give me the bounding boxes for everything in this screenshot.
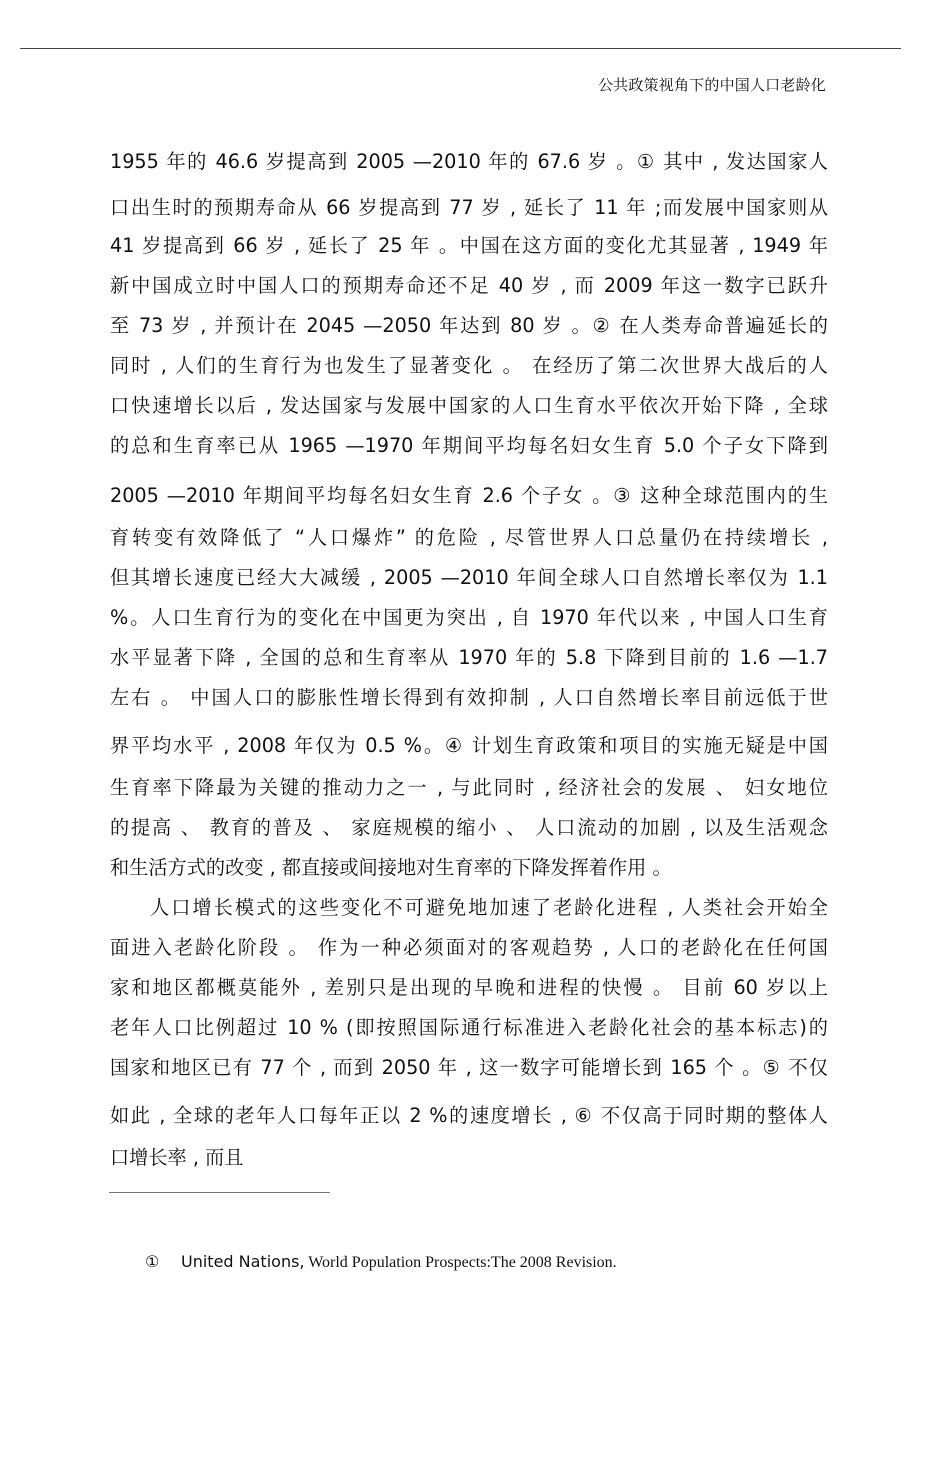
text-line: 育转变有效降低了 “人口爆炸” 的危险 , 尽管世界人口总量仍在持续增长 ,: [110, 526, 828, 549]
text-line: 口出生时的预期寿命从 66 岁提高到 77 岁 , 延长了 11 年 ;而发展中国家则从: [110, 196, 828, 219]
text-line: 的总和生育率已从 1965 —1970 年期间平均每名妇女生育 5.0 个子女下降到: [110, 434, 828, 457]
text-line: 面进入老龄化阶段 。 作为一种必须面对的客观趋势 , 人口的老龄化在任何国: [110, 936, 828, 959]
text-line: 国家和地区已有 77 个 , 而到 2050 年 , 这一数字可能增长到 165 个 。⑤ 不仅: [110, 1056, 828, 1079]
text-line: 1955 年的 46.6 岁提高到 2005 —2010 年的 67.6 岁 。① 其中 , 发达国家人: [110, 150, 828, 173]
footnote: [145, 1252, 617, 1272]
text-line: 水平显著下降 , 全国的总和生育率从 1970 年的 5.8 下降到目前的 1.6 —1.7: [110, 646, 828, 669]
footnote-marker: ①: [145, 1252, 160, 1271]
text-line: 但其增长速度已经大大减缓 , 2005 —2010 年间全球人口自然增长率仅为 1.1: [110, 566, 828, 589]
text-line: 口快速增长以后 , 发达国家与发展中国家的人口生育水平依次开始下降 , 全球: [110, 394, 828, 417]
running-title: 公共政策视角下的中国人口老龄化: [597, 76, 826, 94]
text-line: 41 岁提高到 66 岁 , 延长了 25 年 。中国在这方面的变化尤其显著 , 1949 年: [110, 234, 828, 257]
footnote-separator: [109, 1192, 330, 1193]
text-line-page-end: 口增长率 , 而且: [110, 1146, 244, 1169]
text-line: 左右 。 中国人口的膨胀性增长得到有效抑制 , 人口自然增长率目前远低于世: [110, 686, 828, 709]
text-line: 生育率下降最为关键的推动力之一 , 与此同时 , 经济社会的发展 、 妇女地位: [110, 776, 828, 799]
text-line: 老年人口比例超过 10 % (即按照国际通行标准进入老龄化社会的基本标志)的: [110, 1016, 828, 1039]
text-line: 的提高 、 教育的普及 、 家庭规模的缩小 、 人口流动的加剧 , 以及生活观念: [110, 816, 828, 839]
text-line-paragraph-end: 和生活方式的改变 , 都直接或间接地对生育率的下降发挥着作用 。: [110, 856, 672, 879]
text-line: 至 73 岁 , 并预计在 2045 —2050 年达到 80 岁 。② 在人类寿命普遍延长的: [110, 314, 828, 337]
footnote-title: World Population Prospects:The 2008 Revision.: [304, 1254, 617, 1271]
text-line: 新中国成立时中国人口的预期寿命还不足 40 岁 , 而 2009 年这一数字已跃升: [110, 274, 828, 297]
text-line: %。人口生育行为的变化在中国更为突出 , 自 1970 年代以来 , 中国人口生育: [110, 606, 828, 629]
text-line: 2005 —2010 年期间平均每名妇女生育 2.6 个子女 。③ 这种全球范围内的生: [110, 484, 828, 507]
text-line: 界平均水平 , 2008 年仅为 0.5 %。④ 计划生育政策和项目的实施无疑是中国: [110, 734, 828, 757]
text-line: 如此 , 全球的老年人口每年正以 2 %的速度增长 , ⑥ 不仅高于同时期的整体人: [110, 1104, 828, 1127]
header-rule: [20, 48, 901, 49]
footnote-author: United Nations,: [181, 1252, 305, 1271]
text-line: 同时 , 人们的生育行为也发生了显著变化 。 在经历了第二次世界大战后的人: [110, 354, 828, 377]
text-line: 家和地区都概莫能外 , 差别只是出现的早晚和进程的快慢 。 目前 60 岁以上: [110, 976, 828, 999]
text-line-paragraph-start: 人口增长模式的这些变化不可避免地加速了老龄化进程 , 人类社会开始全: [150, 896, 828, 919]
